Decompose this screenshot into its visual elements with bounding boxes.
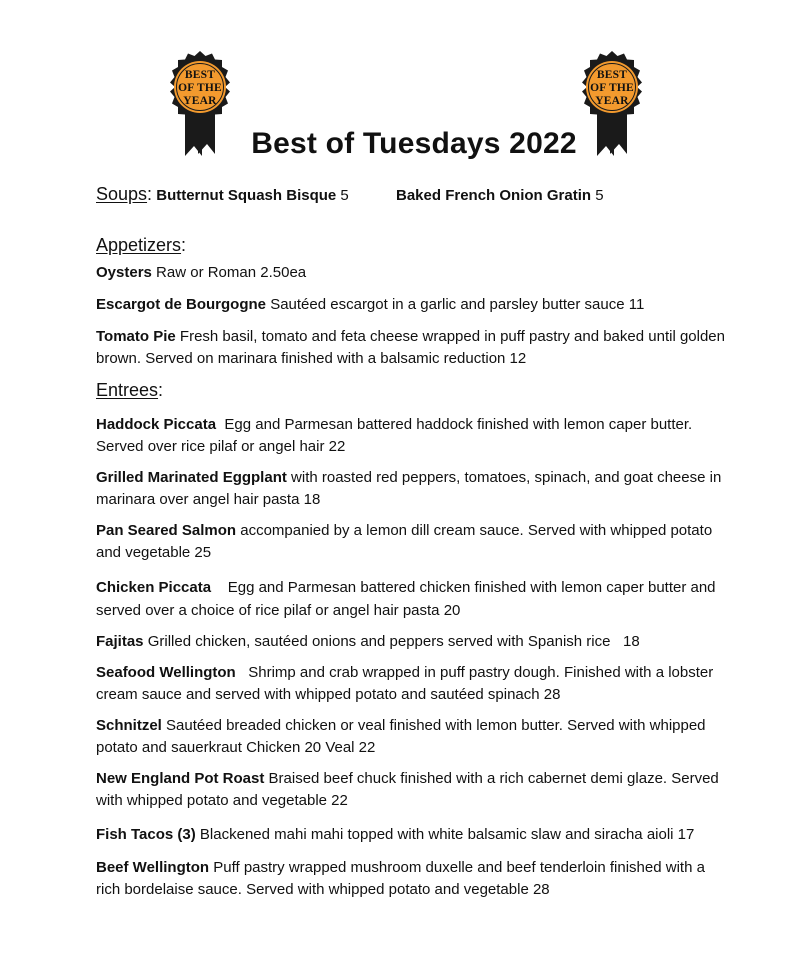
menu-item-name: Escargot de Bourgogne <box>96 296 267 313</box>
entrees-heading: Entrees: <box>96 380 164 400</box>
soup-item <box>396 187 604 204</box>
soup-item <box>156 187 349 204</box>
menu-item-description: Grilled chicken, sautéed onions and peppers served with Spanish rice 18 <box>147 633 640 650</box>
menu-item-name: Haddock Piccata <box>96 416 217 433</box>
menu-item <box>96 824 726 846</box>
menu-item <box>96 768 726 811</box>
entrees-label: Entrees <box>96 380 159 400</box>
menu-item <box>96 662 726 705</box>
appetizers-label: Appetizers <box>96 235 182 255</box>
menu-item-name: Pan Seared Salmon <box>96 522 237 539</box>
badge-text-line3: YEAR <box>183 95 217 107</box>
menu-item <box>96 467 726 510</box>
menu-item-name: Schnitzel <box>96 717 162 734</box>
menu-item <box>96 520 726 563</box>
soups-section: Soups: Butternut Squash Bisque 5 Baked French Onion Gratin 5 <box>96 184 604 204</box>
soup-name: Baked French Onion Gratin <box>396 187 592 204</box>
menu-item-description: Egg and Parmesan battered chicken finished with lemon caper butter and served over a choice of rice pilaf or angel hair pasta 20 <box>96 579 716 619</box>
soup-price: 5 <box>595 187 604 204</box>
menu-item-description: Raw or Roman 2.50ea <box>156 264 307 281</box>
menu-item-name: Fish Tacos (3) <box>96 826 196 843</box>
menu-item <box>96 326 726 369</box>
menu-item <box>96 631 726 653</box>
badge-text-line3: YEAR <box>595 95 629 107</box>
menu-item-name: Seafood Wellington <box>96 664 236 681</box>
appetizers-heading: Appetizers: <box>96 235 187 255</box>
badge-text-line2: OF THE <box>590 82 634 94</box>
soup-name: Butternut Squash Bisque <box>156 187 337 204</box>
menu-item-description: Sautéed breaded chicken or veal finished with lemon butter. Served with whipped potato and sauerkraut Chicken 20 Veal 22 <box>96 717 706 756</box>
menu-item-description: with roasted red peppers, tomatoes, spinach, and goat cheese in marinara over angel hair pasta 18 <box>96 469 722 508</box>
badge-text-line1: BEST <box>184 69 216 81</box>
soups-label: Soups <box>96 184 148 204</box>
menu-item-name: Chicken Piccata <box>96 579 212 596</box>
menu-item-name: Fajitas <box>96 633 144 650</box>
menu-item-description: Egg and Parmesan battered haddock finished with lemon caper butter. Served over rice pilaf or angel hair 22 <box>96 416 693 455</box>
menu-item <box>96 857 726 900</box>
soup-price: 5 <box>340 187 349 204</box>
menu-item-name: Oysters <box>96 264 152 281</box>
menu-item <box>96 294 726 316</box>
menu-item-name: Beef Wellington <box>96 859 210 876</box>
menu-item <box>96 715 726 758</box>
menu-item <box>96 414 726 457</box>
menu-item <box>96 576 726 622</box>
menu-item-name: New England Pot Roast <box>96 770 265 787</box>
badge-text-line2: OF THE <box>178 82 222 94</box>
menu-item-name: Tomato Pie <box>96 328 176 345</box>
menu-item-description: Shrimp and crab wrapped in puff pastry dough. Finished with a lobster cream sauce and served with whipped potato and sautéed spinach 28 <box>96 664 714 703</box>
menu-item-description: Fresh basil, tomato and feta cheese wrapped in puff pastry and baked until golden brown. Served on marinara finished with a balsamic reduction 12 <box>96 328 725 367</box>
menu-item-name: Grilled Marinated Eggplant <box>96 469 287 486</box>
menu-item-description: accompanied by a lemon dill cream sauce. Served with whipped potato and vegetable 25 <box>96 522 713 561</box>
menu-item-description: Blackened mahi mahi topped with white balsamic slaw and siracha aioli 17 <box>199 826 695 843</box>
menu-item-description: Braised beef chuck finished with a rich cabernet demi glaze. Served with whipped potato and vegetable 22 <box>96 770 719 809</box>
menu-item-description: Puff pastry wrapped mushroom duxelle and beef tenderloin finished with a rich bordelaise sauce. Served with whipped potato and vegetable 28 <box>96 859 705 898</box>
menu-item <box>96 262 726 284</box>
page-title: Best of Tuesdays 2022 <box>251 127 577 160</box>
menu-item-description: Sautéed escargot in a garlic and parsley butter sauce 11 <box>270 296 645 313</box>
badge-text-line1: BEST <box>596 69 628 81</box>
